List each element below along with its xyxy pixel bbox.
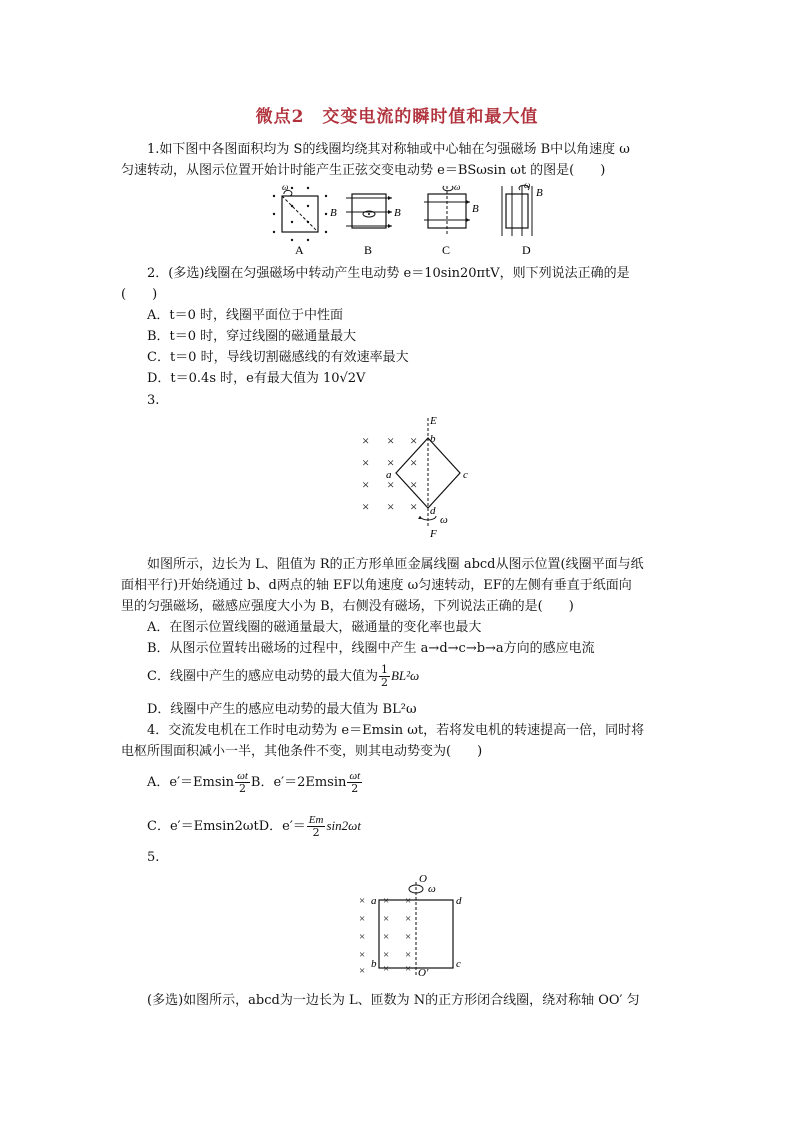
q3-label-c: c (463, 469, 468, 481)
q2-text-line2: ( ) (121, 287, 158, 302)
q3-cross: × (362, 455, 370, 470)
q3-option-c-text: C．线圈中产生的感应电动势的最大值为 (147, 669, 378, 684)
q1-b-b-label: B (394, 207, 401, 219)
q3-text-line2: 面相平行)开始绕通过 b、d两点的轴 EF以角速度 ω匀速转动，EF的左侧有垂直于纸面向 (121, 578, 632, 593)
q5-label-d: d (456, 895, 462, 907)
q3-text-line3: 里的匀强磁场，磁感应强度大小为 B，右侧没有磁场，下列说法正确的是( ) (121, 599, 574, 614)
q3-cross: × (362, 433, 370, 448)
q4-option-d-denominator: 2 (312, 826, 320, 839)
q5-cross: × (359, 965, 366, 977)
q3-cross: × (362, 477, 370, 492)
q1-figure (268, 182, 548, 256)
q4-text-line2: 电枢所围面积减小一半，其他条件不变，则其电动势变为( ) (121, 744, 483, 759)
q4-option-d-text: D．e′＝ (258, 819, 306, 834)
q4-option-a-fraction (235, 770, 250, 795)
q3-cross: × (410, 499, 418, 514)
q1-figure-a (273, 182, 337, 256)
q3-label-d: d (430, 505, 436, 517)
q3-label-a: a (386, 469, 392, 481)
q4-option-b-denominator: 2 (351, 782, 359, 795)
q3-cross: × (387, 455, 395, 470)
q1-figure-b (346, 194, 401, 256)
q1-label-c: C (442, 243, 451, 256)
q3-option-d: D．线圈中产生的感应电动势的最大值为 BL²ω (147, 702, 417, 717)
q5-cross: × (359, 931, 366, 943)
q3-cross: × (387, 499, 395, 514)
q5-label-c: c (456, 958, 461, 970)
q2-text-line1: 2．(多选)线圈在匀强磁场中转动产生电动势 e＝10sin20πtV，则下列说法正确的是 (147, 266, 630, 281)
q5-label-b: b (371, 958, 377, 970)
q4-option-b-fraction (347, 770, 362, 795)
q3-cross: × (410, 477, 418, 492)
q5-cross: × (383, 913, 390, 925)
q3-option-c-numerator: 1 (380, 663, 388, 676)
q1-text-line1: 1.如下图中各图面积均为 S的线圈均绕其对称轴或中心轴在匀强磁场 B中以角速度 ω (147, 142, 630, 157)
q3-text-line1: 如图所示，边长为 L、阻值为 R的正方形单匝金属线圈 abcd从图示位置(线圈平面与纸 (147, 557, 644, 572)
q4-option-c-text: C．e′＝Emsin2ωt (147, 819, 259, 834)
q3-label-omega: ω (440, 514, 448, 526)
q5-label-omega: ω (428, 883, 436, 895)
q1-label-b: B (364, 243, 373, 256)
q1-d-b-label: B (536, 187, 543, 199)
q3-option-c-denominator: 2 (380, 676, 388, 689)
q3-cross: × (387, 433, 395, 448)
q5-cross: × (405, 931, 412, 943)
q2-option-c: C．t＝0 时，导线切割磁感线的有效速率最大 (147, 350, 409, 365)
q3-option-b: B．从图示位置转出磁场的过程中，线圈中产生 a→d→c→b→a方向的感应电流 (147, 641, 595, 656)
q5-label-a: a (371, 895, 377, 907)
q3-figure (352, 412, 482, 542)
q1-label-d: D (522, 243, 531, 256)
q2-option-d: D．t＝0.4s 时，e有最大值为 10√2V (147, 371, 366, 386)
q3-option-c (147, 664, 419, 689)
q3-number: 3. (147, 393, 160, 408)
q1-figure-d (502, 182, 543, 256)
q5-label-o-prime: O′ (418, 967, 429, 979)
q3-cross: × (410, 455, 418, 470)
q1-d-omega-label: ω (524, 182, 531, 190)
q5-cross: × (359, 895, 366, 907)
q1-c-b-label: B (472, 203, 479, 215)
q1-label-a: A (295, 243, 304, 256)
q1-a-b-label: B (330, 207, 337, 219)
q5-number: 5. (147, 850, 160, 865)
q3-cross: × (410, 433, 418, 448)
q5-label-o: O (419, 873, 427, 885)
q4-option-b-numerator: ωt (349, 770, 361, 782)
q4-option-a-denominator: 2 (238, 782, 246, 795)
q5-figure (352, 872, 472, 980)
q2-option-b: B．t＝0 时，穿过线圈的磁通量最大 (147, 329, 357, 344)
q3-option-a: A．在图示位置线圈的磁通量最大，磁通量的变化率也最大 (147, 620, 482, 635)
q3-cross: × (387, 477, 395, 492)
q3-option-c-expr: BL²ω (390, 668, 420, 683)
q5-cross: × (405, 913, 412, 925)
q4-options-cd (147, 814, 361, 839)
q4-option-d-expr: sin2ωt (326, 818, 361, 833)
q4-option-d-fraction (307, 814, 326, 839)
q3-label-e: E (430, 415, 437, 427)
q5-cross: × (405, 949, 412, 961)
q4-options-ab (147, 770, 363, 795)
q5-text-line1: (多选)如图所示，abcd为一边长为 L、匝数为 N的正方形闭合线圈，绕对称轴 OO′ 匀 (147, 993, 640, 1008)
q4-option-a-text: A．e′＝Emsin (147, 775, 235, 790)
q1-c-omega-label: ω (454, 182, 461, 192)
q2-option-a: A．t＝0 时，线圈平面位于中性面 (147, 308, 344, 323)
q5-cross: × (383, 931, 390, 943)
q3-cross: × (362, 499, 370, 514)
q4-option-a-numerator: ωt (237, 770, 248, 782)
q4-option-b-text: B．e′＝2Emsin (250, 775, 347, 790)
q4-text-line1: 4．交流发电机在工作时电动势为 e＝Emsin ωt，若将发电机的转速提高一倍，同时将 (147, 723, 645, 738)
q1-text-line2: 匀速转动，从图示位置开始计时能产生正弦交变电动势 e＝BSωsin ωt 的图是( ) (121, 163, 606, 178)
q1-figure-c (424, 182, 479, 256)
q5-cross: × (405, 895, 412, 907)
q5-cross: × (359, 913, 366, 925)
q5-cross: × (383, 949, 390, 961)
q4-option-d-numerator: Em (308, 814, 324, 826)
q5-cross: × (383, 895, 390, 907)
page-title: 微点2 交变电流的瞬时值和最大值 (255, 107, 539, 127)
q3-label-b: b (430, 433, 436, 445)
q1-a-omega-label: ω (282, 182, 289, 192)
q5-cross: × (383, 963, 390, 975)
q5-cross: × (405, 963, 412, 975)
q5-cross: × (359, 949, 366, 961)
q3-label-f: F (430, 528, 437, 540)
q3-option-c-fraction (379, 664, 390, 689)
